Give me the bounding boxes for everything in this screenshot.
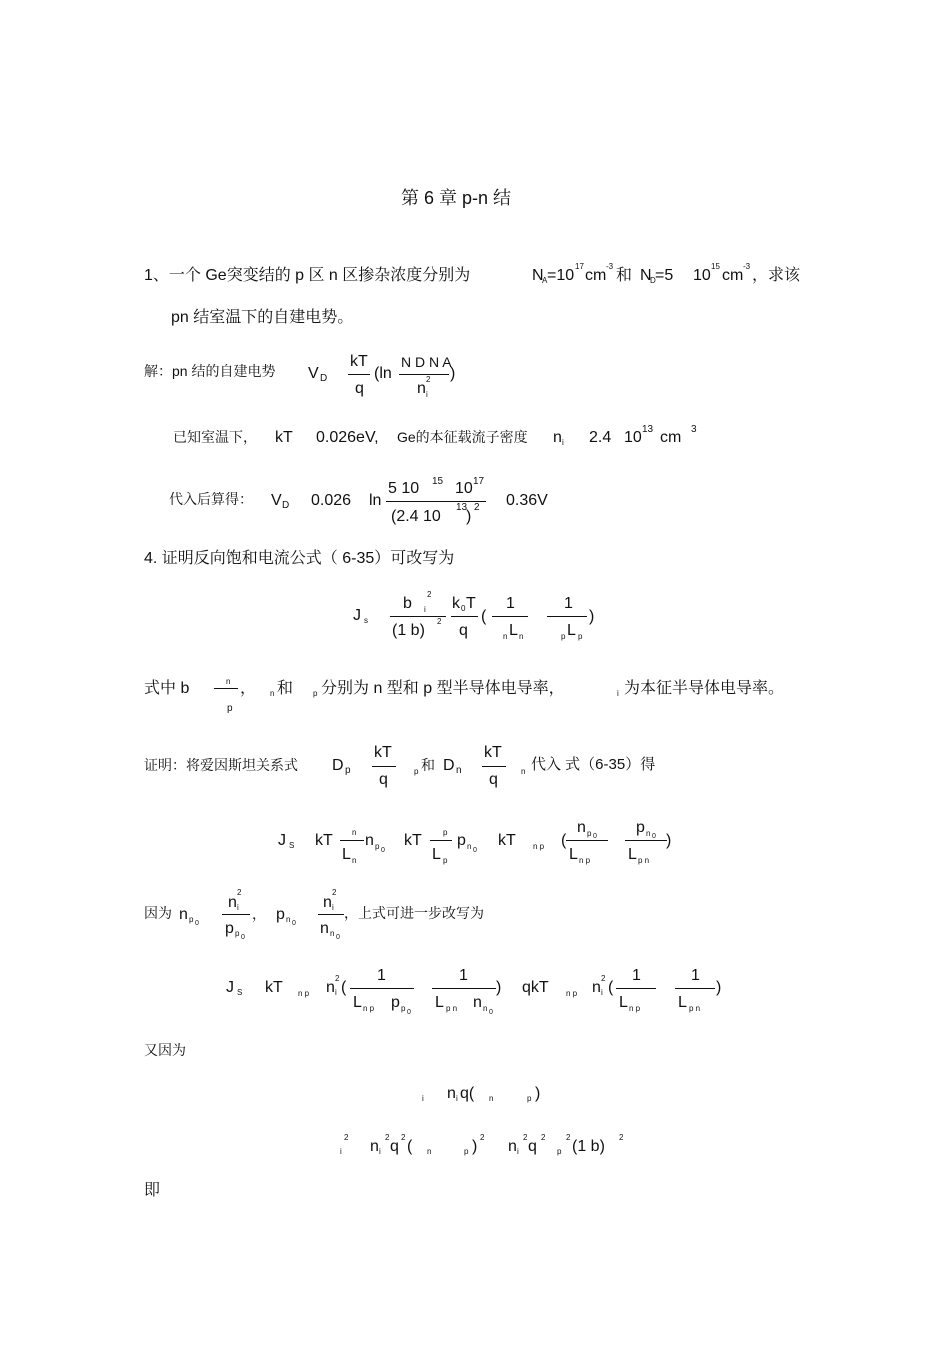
page-title: 第 6 章 p-n 结 — [401, 188, 512, 208]
